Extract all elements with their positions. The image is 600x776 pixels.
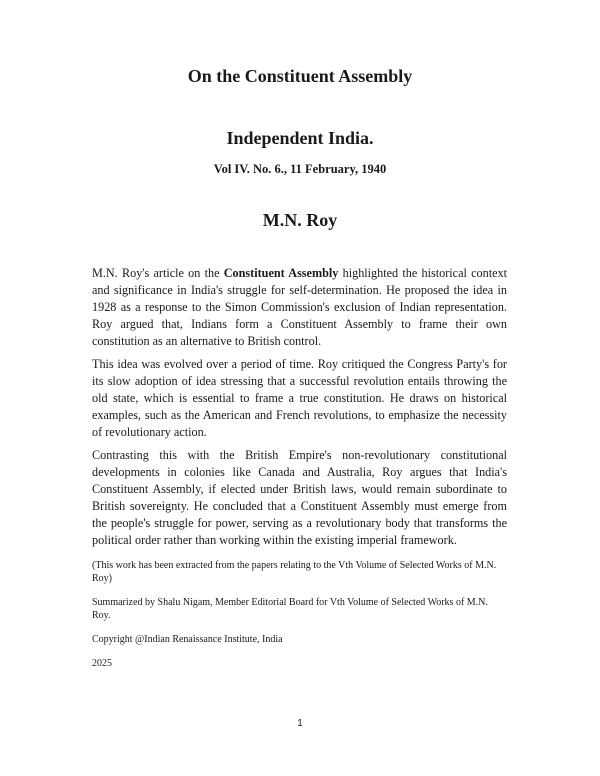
document-title: On the Constituent Assembly: [187, 66, 413, 86]
copyright-year: 2025: [92, 658, 112, 669]
paragraph-1-lead: M.N. Roy's article on the: [92, 266, 224, 280]
paragraph-1-bold-term: Constituent Assembly: [223, 266, 339, 280]
paragraph-1: [92, 265, 507, 350]
source-note: (This work has been extracted from the papers relating to the Vth Volume of Selected Works of M.N. Roy): [92, 560, 497, 584]
page-number: 1: [297, 718, 303, 729]
paragraph-1-rest: highlighted the historical context and significance in India's struggle for self-determination. He proposed the idea in 1928 as a response to the Simon Commission's exclusion of Indian representation. Roy argued that, Indians form a Constituent Assembly to frame their own constitution as an alternative to British control.: [92, 266, 507, 348]
copyright-notice: Copyright @Indian Renaissance Institute, India: [92, 634, 283, 645]
summary-credit: Summarized by Shalu Nigam, Member Editorial Board for Vth Volume of Selected Works of M.N. Roy.: [92, 597, 488, 621]
paragraph-3: Contrasting this with the British Empire's non-revolutionary constitutional developments in colonies like Canada and Australia, Roy argues that India's Constituent Assembly, if elected under British laws, would remain subordinate to British sovereignty. He concluded that a Constituent Assembly must emerge from the people's struggle for power, serving as a revolutionary body that transforms the political order rather than working within the existing imperial framework.: [92, 448, 507, 547]
author-name: M.N. Roy: [262, 210, 338, 230]
paragraph-2: This idea was evolved over a period of time. Roy critiqued the Congress Party's for its slow adoption of idea stressing that a successful revolution entails throwing the old state, which is essential to frame a true constitution. He draws on historical examples, such as the American and French revolutions, to emphasize the necessity of revolutionary action.: [92, 357, 507, 439]
article-body: [92, 265, 507, 681]
journal-name: Independent India.: [226, 128, 374, 148]
volume-info: Vol IV. No. 6., 11 February, 1940: [213, 162, 387, 176]
